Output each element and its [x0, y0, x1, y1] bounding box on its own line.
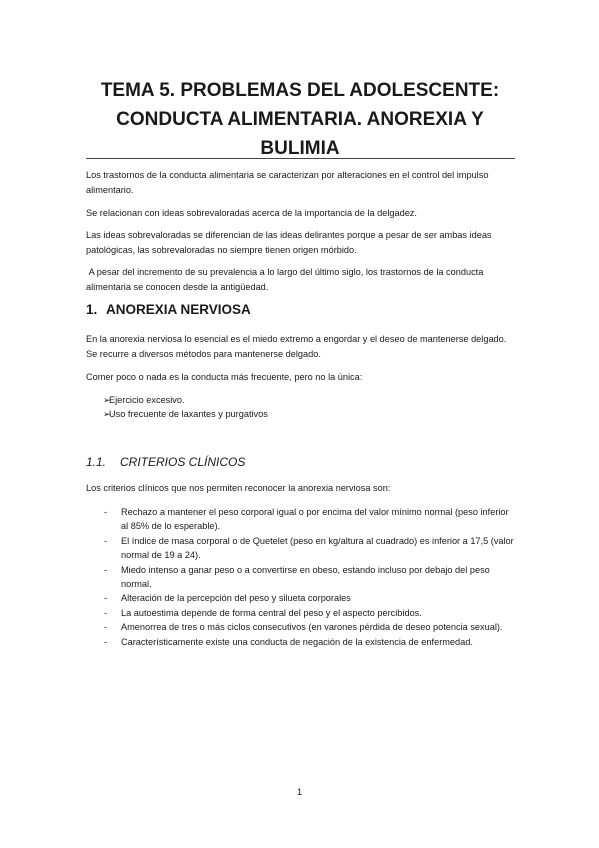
list-item-text: Miedo intenso a ganar peso o a convertirse en obeso, estando incluso por debajo del peso normal. — [121, 564, 490, 590]
list-item-text: Amenorrea de tres o más ciclos consecutivos (en varones pérdida de deseo potencia sexual). — [121, 622, 503, 633]
arrow-bullet-icon: ➢ — [103, 395, 111, 405]
list-item — [86, 393, 268, 407]
page-number: 1 — [296, 787, 303, 798]
subsection-title: CRITERIOS CLÍNICOS — [120, 455, 246, 469]
intro-paragraph-4: A pesar del incremento de su prevalencia a lo largo del último siglo, los trastornos de la conducta alimentaria se conocen desde la antigüedad. — [86, 267, 486, 292]
list-item-text: El índice de masa corporal o de Quetelet (peso en kg/altura al cuadrado) es inferior a 17,5 (valor normal de 19 a 24). — [121, 535, 514, 561]
anorexia-paragraph-2: Comer poco o nada es la conducta más frecuente, pero no la única: — [86, 372, 363, 382]
section-heading-anorexia — [86, 302, 251, 317]
list-item — [86, 534, 518, 563]
list-item-text: Ejercicio excesivo. — [109, 395, 185, 405]
criteria-list — [86, 505, 518, 649]
list-item-text: Uso frecuente de laxantes y purgativos — [109, 409, 268, 419]
list-item-text: Característicamente existe una conducta de negación de la existencia de enfermedad. — [121, 636, 473, 647]
list-item — [86, 505, 518, 534]
behaviour-bullet-list — [86, 393, 268, 421]
title-line-1: TEMA 5. PROBLEMAS DEL ADOLESCENTE: — [100, 80, 500, 101]
arrow-bullet-icon: ➢ — [103, 409, 111, 419]
title-line-3: BULIMIA — [260, 138, 340, 159]
dash-bullet-icon: - — [104, 636, 108, 647]
list-item — [86, 635, 518, 649]
subsection-number: 1.1. — [86, 455, 107, 469]
section-number: 1. — [86, 302, 98, 317]
section-title: ANOREXIA NERVIOSA — [106, 302, 251, 317]
dash-bullet-icon: - — [104, 593, 108, 604]
intro-paragraph-3: Las ideas sobrevaloradas se diferencian de las ideas delirantes porque a pesar de ser ambas ideas patológicas, las sobrevaloradas no siempre tienen origen mórbido. — [86, 230, 492, 255]
list-item — [86, 407, 268, 421]
list-item — [86, 620, 518, 634]
intro-paragraph-1: Los trastornos de la conducta alimentaria se caracterizan por alteraciones en el control del impulso alimentario. — [86, 170, 489, 195]
title-underline — [86, 158, 515, 159]
title-line-2: CONDUCTA ALIMENTARIA. ANOREXIA Y — [116, 109, 484, 130]
dash-bullet-icon: - — [104, 622, 108, 633]
dash-bullet-icon: - — [104, 507, 108, 517]
intro-paragraph-2: Se relacionan con ideas sobrevaloradas acerca de la importancia de la delgadez. — [86, 208, 417, 218]
dash-bullet-icon: - — [104, 535, 108, 546]
dash-bullet-icon: - — [104, 607, 108, 618]
list-item — [86, 591, 518, 605]
list-item — [86, 563, 518, 592]
page-title — [60, 76, 540, 163]
subsection-heading-criterios — [86, 455, 245, 469]
list-item-text: Rechazo a mantener el peso corporal igual o por encima del valor mínimo normal (peso inferior al 85% de lo esperable). — [121, 507, 509, 532]
list-item — [86, 606, 518, 620]
list-item-text: La autoestima depende de forma central del peso y el aspecto percibidos. — [121, 607, 422, 618]
dash-bullet-icon: - — [104, 564, 108, 575]
criterios-intro: Los criterios clínicos que nos permiten reconocer la anorexia nerviosa son: — [86, 483, 391, 493]
anorexia-paragraph-1: En la anorexia nerviosa lo esencial es el miedo extremo a engordar y el deseo de mantenerse delgado. Se recurre a diversos métodos para mantenerse delgado. — [86, 334, 507, 359]
list-item-text: Alteración de la percepción del peso y silueta corporales — [121, 593, 351, 604]
